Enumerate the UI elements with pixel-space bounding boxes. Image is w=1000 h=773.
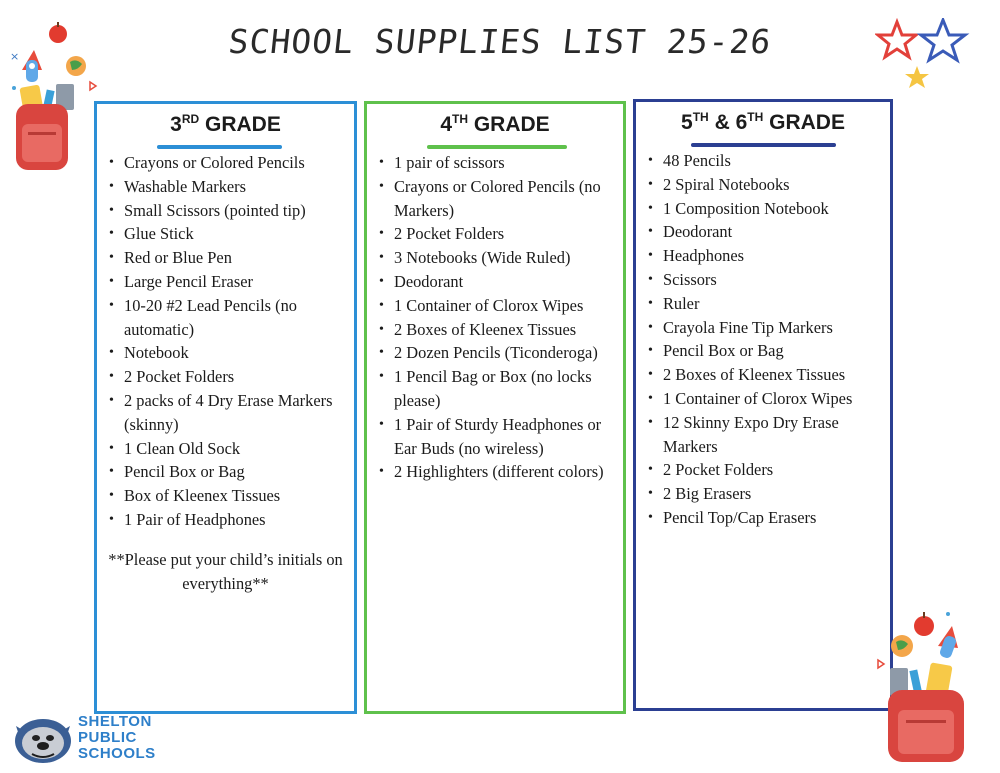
grade-3-supply-list: [97, 151, 354, 532]
list-item: • 2 Boxes of Kleenex Tissues: [663, 363, 890, 387]
list-item: • Large Pencil Eraser: [124, 270, 354, 294]
apple-icon: [914, 612, 934, 636]
list-item: • 1 Pair of Headphones: [124, 508, 354, 532]
list-item: • 2 Highlighters (different colors): [394, 460, 623, 484]
rocket-icon: [22, 50, 42, 82]
list-item: • 2 Boxes of Kleenex Tissues: [394, 318, 623, 342]
list-item: • 2 Big Erasers: [663, 482, 890, 506]
list-item: • 3 Notebooks (Wide Ruled): [394, 246, 623, 270]
logo-text: [78, 714, 156, 762]
grade-4-heading: [367, 112, 623, 142]
page-title: SCHOOL SUPPLIES LIST 25-26: [226, 22, 774, 61]
logo-line: SHELTON: [78, 713, 152, 730]
list-item: • Washable Markers: [124, 175, 354, 199]
list-item: • 2 Spiral Notebooks: [663, 173, 890, 197]
list-item: • 1 Pencil Bag or Box (no locks please): [394, 365, 623, 413]
list-item: • 1 Pair of Sturdy Headphones or Ear Buds (no wireless): [394, 413, 623, 461]
list-item: • Scissors: [663, 268, 890, 292]
list-item: • 48 Pencils: [663, 149, 890, 173]
heading-underline: [427, 145, 567, 149]
apple-icon: [49, 22, 67, 43]
list-item: • Crayons or Colored Pencils: [124, 151, 354, 175]
grade-word: GRADE: [473, 113, 550, 136]
list-item: • Deodorant: [663, 220, 890, 244]
list-item: • Headphones: [663, 244, 890, 268]
grade-5-6-heading: [636, 110, 890, 140]
grade-4-supply-list: [367, 151, 623, 484]
list-item: • Pencil Box or Bag: [663, 339, 890, 363]
list-item: • 2 Pocket Folders: [394, 222, 623, 246]
list-item: • Red or Blue Pen: [124, 246, 354, 270]
list-item: • Box of Kleenex Tissues: [124, 484, 354, 508]
list-item: • 2 Pocket Folders: [663, 458, 890, 482]
grade-suffix: TH: [452, 112, 468, 126]
grade-suffix: TH: [747, 110, 764, 124]
list-item: • 1 Clean Old Sock: [124, 437, 354, 461]
star-icon: [921, 20, 965, 60]
star-icon: [878, 22, 916, 57]
grade-number: 5: [681, 111, 693, 134]
list-item: • Small Scissors (pointed tip): [124, 199, 354, 223]
grade-number: 4: [440, 113, 452, 136]
globe-icon: [66, 56, 86, 76]
grade-suffix: TH: [692, 110, 709, 124]
logo-line: SCHOOLS: [78, 745, 156, 762]
list-item: • Deodorant: [394, 270, 623, 294]
rocket-icon: [938, 626, 958, 659]
grade-number: 6: [735, 111, 748, 134]
star-icon: [905, 66, 929, 88]
list-item: • 1 Container of Clorox Wipes: [663, 387, 890, 411]
list-item: • Crayola Fine Tip Markers: [663, 316, 890, 340]
list-item: • 2 Dozen Pencils (Ticonderoga): [394, 341, 623, 365]
grade-word: GRADE: [769, 111, 845, 134]
heading-underline: [691, 143, 836, 147]
list-item: • 2 Pocket Folders: [124, 365, 354, 389]
list-item: • 1 pair of scissors: [394, 151, 623, 175]
grade-number: 3: [170, 113, 182, 136]
list-item: • Glue Stick: [124, 222, 354, 246]
list-item: • Notebook: [124, 341, 354, 365]
list-item: • 10-20 #2 Lead Pencils (no automatic): [124, 294, 354, 342]
heading-underline: [157, 145, 282, 149]
list-item: • Pencil Box or Bag: [124, 460, 354, 484]
list-item: • 12 Skinny Expo Dry Erase Markers: [663, 411, 890, 459]
list-item: • Crayons or Colored Pencils (no Markers): [394, 175, 623, 223]
list-item: • Ruler: [663, 292, 890, 316]
list-item: • 2 packs of 4 Dry Erase Markers (skinny): [124, 389, 354, 437]
grade-5-6-supply-list: [636, 149, 890, 530]
ampersand: &: [714, 111, 730, 134]
bulldog-icon: [12, 714, 74, 766]
grade-5-6-column: [633, 99, 893, 711]
list-item: • 1 Composition Notebook: [663, 197, 890, 221]
grade-word: GRADE: [205, 113, 281, 136]
svg-text:×: ×: [10, 50, 20, 63]
shelton-logo: [12, 712, 172, 767]
initials-note: **Please put your child’s initials on everything**: [108, 549, 343, 593]
list-item: • Pencil Top/Cap Erasers: [663, 506, 890, 530]
backpack-top-left-icon: [4, 20, 104, 175]
globe-icon: [891, 635, 913, 657]
list-item: • 1 Container of Clorox Wipes: [394, 294, 623, 318]
backpack-bottom-right-icon: [872, 606, 982, 766]
grade-3-column: [94, 101, 357, 714]
grade-suffix: RD: [181, 112, 200, 126]
stars-decoration: [875, 18, 975, 98]
grade-4-column: [364, 101, 626, 714]
grade-3-heading: [97, 112, 354, 142]
logo-line: PUBLIC: [78, 729, 137, 746]
